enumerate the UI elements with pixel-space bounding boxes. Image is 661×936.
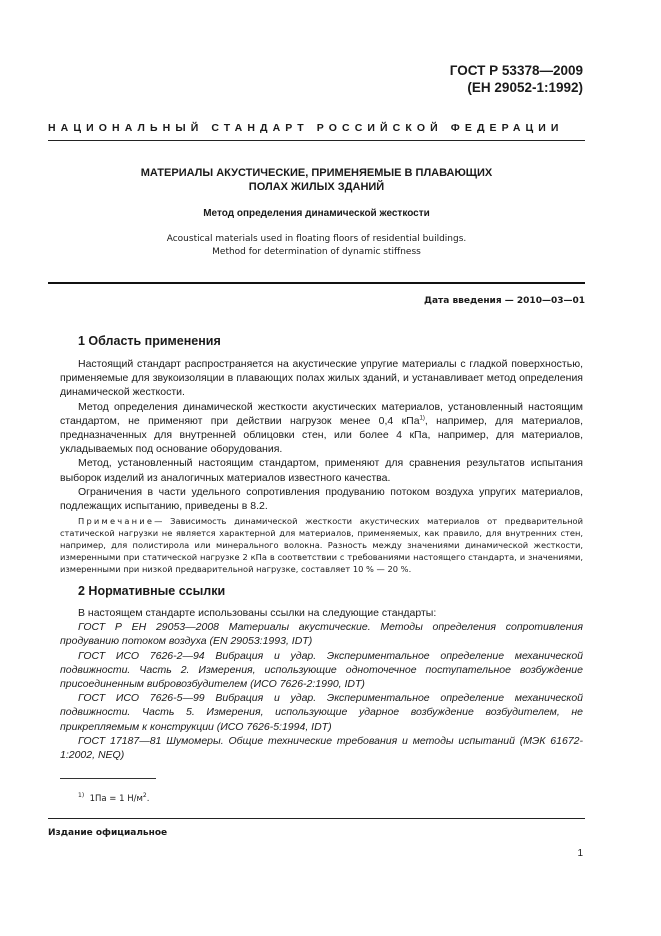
introduction-date: Дата введения — 2010—03—01 [423, 296, 585, 306]
standard-number: ГОСТ Р 53378—2009 [449, 63, 583, 78]
note-label: Примечание [78, 516, 155, 526]
section-1-note [60, 515, 583, 575]
section-2-intro: В настоящем стандарте использованы ссылки на следующие стандарты: [78, 607, 437, 619]
section-2-body [60, 606, 583, 762]
document-title [48, 166, 585, 194]
section-1-paragraph-2: Метод определения динамической жесткости акустических материалов, установленный настоящим стандартом, не применяют при действии нагрузок менее 0,4 кПа$^{1)}$, например, для материалов, предназначенных для внутренней облицовки стен, или более 4 кПа, например, для материалов, укладываемых под основание оборудования. [60, 400, 583, 456]
reference-item: ГОСТ ИСО 7626-5—99 Вибрация и удар. Экспериментальное определение механической подвижности. Часть 5. Измерения, использующие ударное возбуждение возбудителем, не прикрепляемым к конструкции (ИСО 7626-5:1994, IDT) [60, 692, 583, 733]
reference-item: ГОСТ 17187—81 Шумомеры. Общие технические требования и методы испытаний (МЭК 61672-1:2002, NEQ) [60, 734, 583, 762]
footnote: $^{1)}$ 1Па = 1 $Н/м^2$. [78, 792, 150, 804]
note-text: — Зависимость динамической жесткости акустических материалов от предварительной статической нагрузки не является характерной для материалов, применяемых, как правило, для внутренних стен, например, для полистирола или минерального волокна. Разность между значениями динамической жесткости, измеренными при статической нагрузке 2 кПа в соответствии с требованиями настоящего стандарта, и значениями, измеренными при низкой предварительной нагрузке, составляет 10 % — 20 %. [60, 516, 583, 575]
english-title-line-1: Acoustical materials used in floating floors of residential buildings. [166, 234, 467, 244]
official-edition-label: Издание официальное [48, 828, 168, 838]
reference-item: ГОСТ ИСО 7626-2—94 Вибрация и удар. Экспериментальное определение механической подвижности. Часть 2. Измерения, использующие одноточечное поступательное возбуждение присоединенным вибровозбудителем (ИСО 7626-2:1990, IDT) [60, 649, 583, 691]
english-title [48, 233, 585, 258]
page-number: 1 [577, 848, 583, 859]
section-1-body [60, 357, 583, 513]
bottom-divider [48, 818, 585, 819]
section-2-heading: 2 Нормативные ссылки [78, 584, 226, 598]
title-line-2: ПОЛАХ ЖИЛЫХ ЗДАНИЙ [248, 181, 385, 193]
reference-item: ГОСТ Р ЕН 29053—2008 Материалы акустические. Методы определения сопротивления продуванию потоком воздуха (EN 29053:1993, IDT) [60, 621, 583, 648]
section-1-paragraph-3: Метод, установленный настоящим стандартом, применяют для сравнения результатов испытания выборок изделий из аналогичных материалов известного качества. [60, 457, 583, 484]
national-standard-banner: НАЦИОНАЛЬНЫЙ СТАНДАРТ РОССИЙСКОЙ ФЕДЕРАЦИИ [48, 122, 564, 134]
standard-number-block [450, 62, 583, 96]
title-divider [48, 282, 585, 284]
title-line-1: МАТЕРИАЛЫ АКУСТИЧЕСКИЕ, ПРИМЕНЯЕМЫЕ В ПЛАВАЮЩИХ [140, 167, 493, 179]
top-divider [48, 140, 585, 141]
section-1-paragraph-4: Ограничения в части удельного сопротивления продуванию потоком воздуха упругих материалов, подлежащих испытанию, приведены в 8.2. [60, 485, 583, 513]
en-equivalent: (ЕН 29052-1:1992) [467, 80, 583, 95]
section-1-heading: 1 Область применения [78, 334, 221, 348]
english-title-line-2: Method for determination of dynamic stiffness [212, 246, 421, 257]
section-1-paragraph-1: Настоящий стандарт распространяется на акустические упругие материалы с гладкой поверхностью, применяемые для звукоизоляции в плавающих полах жилых зданий, и устанавливает метод определения динамической жесткости. [60, 358, 583, 399]
footnote-divider [60, 778, 156, 779]
footnote-mark: 1) [78, 792, 85, 800]
document-subtitle: Метод определения динамической жесткости [203, 208, 430, 219]
